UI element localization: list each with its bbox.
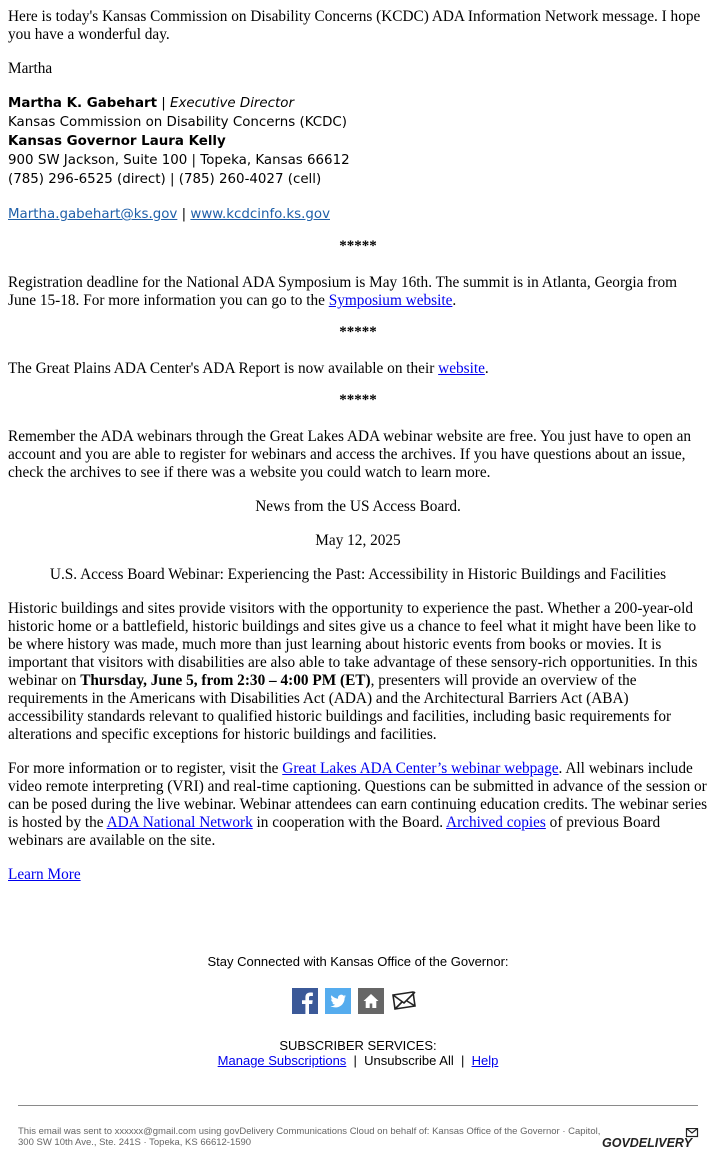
signature-title: Executive Director: [170, 96, 294, 111]
divider-2: *****: [339, 324, 377, 340]
signature-phones: (785) 296-6525 (direct) | (785) 260-4027 (cell): [8, 172, 322, 187]
divider-1: *****: [339, 238, 377, 254]
footer-divider: [18, 1105, 698, 1106]
govdelivery-logo-text: GOVDELIVERY: [602, 1136, 693, 1150]
webinar-info-paragraph: For more information or to register, visit the Great Lakes ADA Center’s webinar webpage. All webinars include video remote interpreting (VRI) and real-time captioning. Questions can be submitted in advance of the session or can be posed during the live webinar. Webinar attendees can earn continuing education credits. The webinar series is hosted by the ADA National Network in cooperation with the Board. Archived copies of previous Board webinars are available on the site.: [8, 760, 708, 849]
manage-subscriptions-link[interactable]: Manage Subscriptions: [217, 1053, 347, 1068]
social-icons: [292, 988, 417, 1014]
subscriber-links: Manage Subscriptions | Unsubscribe All | Help: [217, 1053, 499, 1068]
footer-disclaimer: This email was sent to xxxxxx@gmail.com using govDelivery Communications Cloud on behalf of: Kansas Office of the Governor · Capitol, 300 SW 10th Ave., Ste. 241S · Topeka, KS 66612-1590: [18, 1126, 601, 1148]
stay-connected-text: Stay Connected with Kansas Office of the Governor:: [207, 954, 509, 969]
webinar-title: U.S. Access Board Webinar: Experiencing the Past: Accessibility in Historic Buildings and Facilities: [49, 566, 667, 583]
greeting-name: Martha: [8, 60, 53, 77]
signature-org: Kansas Commission on Disability Concerns (KCDC): [8, 115, 347, 130]
govdelivery-logo[interactable]: [602, 1128, 700, 1152]
great-plains-paragraph: The Great Plains ADA Center's ADA Report is now available on their website.: [8, 360, 489, 377]
facebook-icon[interactable]: [292, 988, 318, 1014]
great-plains-website-link[interactable]: website: [438, 360, 485, 377]
access-board-heading: News from the US Access Board.: [255, 498, 461, 515]
great-lakes-webinar-link[interactable]: Great Lakes ADA Center’s webinar webpage: [282, 760, 559, 777]
intro-message: Here is today's Kansas Commission on Disability Concerns (KCDC) ADA Information Network message. I hope you have a wonderful day.: [8, 8, 701, 43]
symposium-paragraph: Registration deadline for the National ADA Symposium is May 16th. The summit is in Atlanta, Georgia from June 15-18. For more information you can go to the Symposium website.: [8, 274, 678, 309]
signature-address: 900 SW Jackson, Suite 100 | Topeka, Kansas 66612: [8, 153, 350, 168]
subscriber-services-label: SUBSCRIBER SERVICES:: [279, 1038, 437, 1053]
archived-copies-link[interactable]: Archived copies: [446, 814, 546, 831]
divider-3: *****: [339, 392, 377, 408]
signature-block: Martha K. Gabehart | Executive Director Kansas Commission on Disability Concerns (KCDC) Kansas Governor Laura Kelly 900 SW Jackson, Suite 100 | Topeka, Kansas 66612 (785) 296-6525 (direct) | (785) 260-4027 (cell) Martha.gabehart@ks.gov | www.kcdcinfo.ks.gov: [8, 94, 708, 224]
email-icon[interactable]: [391, 988, 417, 1014]
webinar-datetime: Thursday, June 5, from 2:30 – 4:00 PM (ET): [80, 672, 371, 689]
symposium-link[interactable]: Symposium website: [328, 292, 453, 309]
twitter-icon[interactable]: [325, 988, 351, 1014]
unsubscribe-all-link[interactable]: Unsubscribe All: [364, 1053, 454, 1068]
ada-national-network-link[interactable]: ADA National Network: [106, 814, 253, 831]
website-link[interactable]: www.kcdcinfo.ks.gov: [190, 207, 330, 222]
access-board-date: May 12, 2025: [315, 532, 401, 549]
webinars-paragraph: Remember the ADA webinars through the Great Lakes ADA webinar website are free. You just have to open an account and you are able to register for webinars and access the archives. If you have questions about an issue, check the archives to see if there was a website you could watch to learn more.: [8, 428, 692, 481]
learn-more-link[interactable]: Learn More: [8, 866, 81, 883]
help-link[interactable]: Help: [471, 1053, 499, 1068]
signature-name: Martha K. Gabehart: [8, 96, 157, 111]
webinar-description: Historic buildings and sites provide visitors with the opportunity to experience the past. Whether a 200-year-old historic home or a battlefield, historic buildings and sites give us a chance to feel what it might have been like to be where history was made, much more than just learning about historic events from books or movies. It is important that visitors with disabilities are also able to take advantage of these sensory-rich opportunities. In this webinar on Thursday, June 5, from 2:30 – 4:00 PM (ET), presenters will provide an overview of the requirements in the Americans with Disabilities Act (ADA) and the Architectural Barriers Act (ABA) accessibility standards relevant to qualified historic buildings and facilities, including basic requirements for alterations and specific exceptions for historic buildings and facilities.: [8, 600, 698, 743]
home-icon[interactable]: [358, 988, 384, 1014]
email-link[interactable]: Martha.gabehart@ks.gov: [8, 207, 178, 222]
signature-governor: Kansas Governor Laura Kelly: [8, 134, 226, 149]
